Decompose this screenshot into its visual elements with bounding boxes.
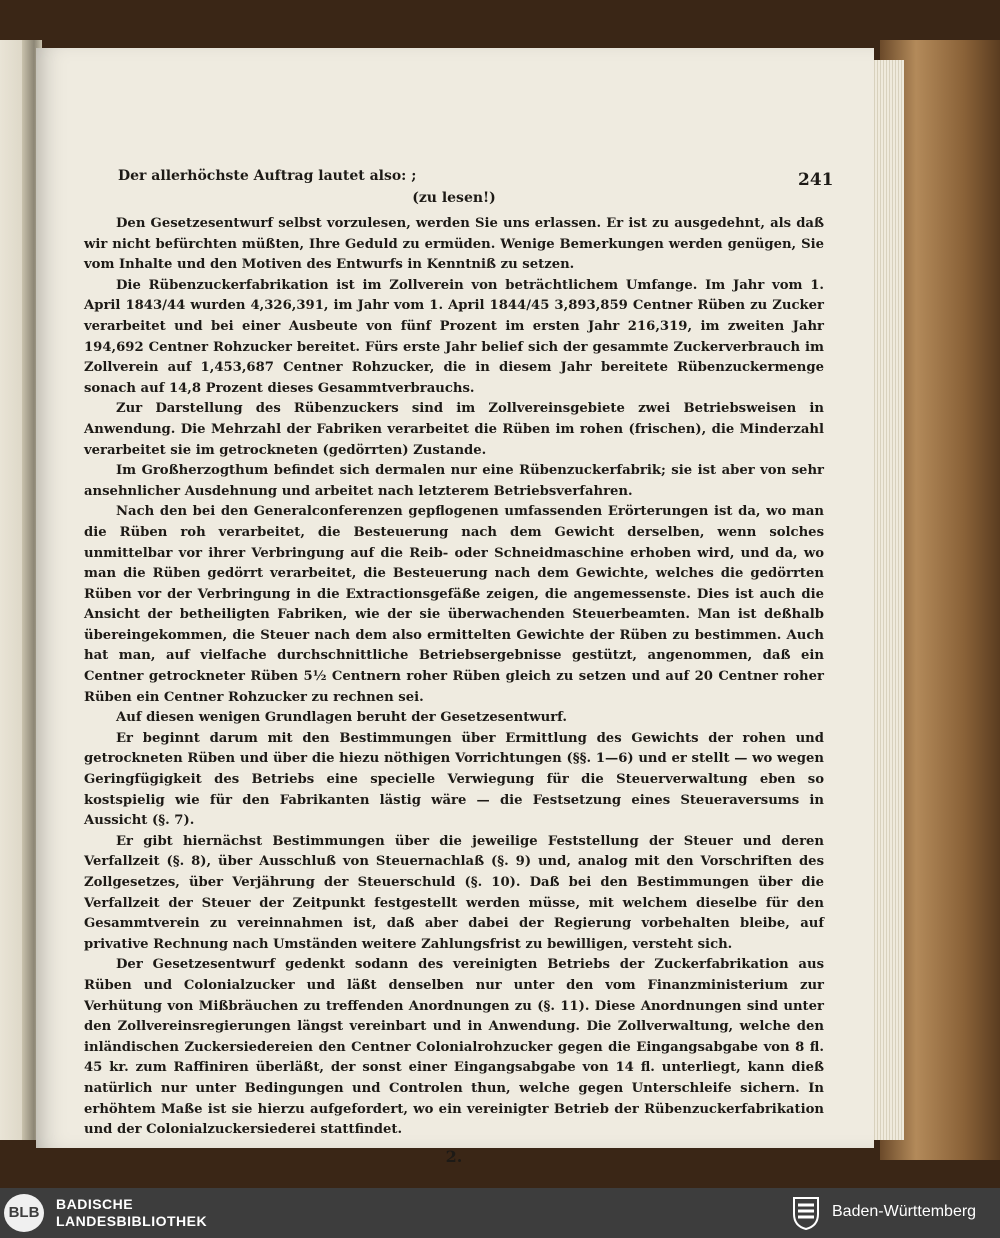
- paragraph: Die Rübenzuckerfabrikation ist im Zollverein von beträchtlichem Umfange. Im Jahr vom 1. April 1843/44 wurden 4,326,391, im Jahr vom 1. April 1844/45 3,893,859 Centner Rüben zu Zucker verarbeitet und bei einer Ausbeute von fünf Prozent im ersten Jahr 216,319, im zweiten Jahr 194,692 Centner Rohzucker bereitet. Fürs erste Jahr belief sich der gesammte Zuckerverbrauch im Zollverein auf 1,453,687 Centner Rohzucker, die in diesem Jahr bereitete Rübenzuckermenge sonach auf 14,8 Prozent dieses Gesammtverbrauchs.: [84, 277, 824, 396]
- page-number: 241: [798, 170, 834, 190]
- section-marker: 2.: [445, 1146, 463, 1166]
- book-page: [36, 48, 874, 1166]
- paragraph: Zur Darstellung des Rübenzuckers sind im Zollvereinsgebiete zwei Betriebsweisen in Anwendung. Die Mehrzahl der Fabriken verarbeitet die Rüben im rohen (frischen), die Minderzahl verarbeitet sie im getrockneten (gedörrten) Zustande.: [84, 401, 824, 458]
- reading-instruction: (zu lesen!): [412, 190, 496, 206]
- intro-line: Der allerhöchste Auftrag lautet also: ;: [118, 168, 417, 184]
- bw-coat-of-arms-icon: [790, 1196, 822, 1230]
- paragraph: Der Gesetzesentwurf gedenkt sodann des vereinigten Betriebs der Zuckerfabrikation aus Rüben und Colonialzucker und läßt denselben nur unter den vom Finanzministerium zur Verhütung von Mißbräuchen zu treffenden Anordnungen zu (§. 11). Diese Anordnungen sind unter den Zollvereinsregierungen längst vereinbart und in Anwendung. Die Zollverwaltung, welche den inländischen Zuckersiedereien den Centner Colonialrohzucker gegen die Eingangsabgabe von 8 fl. 45 kr. zum Raffiniren überläßt, der sonst einer Eingangsabgabe von 14 fl. unterliegt, kann dieß natürlich nur unter Bedingungen und Controlen thun, welche gegen Unterschleife sichern. In erhöhtem Maße ist sie hierzu aufgefordert, wo ein vereinigter Betrieb der Rübenzuckerfabrikation und der Colonialzuckersiederei stattfindet.: [84, 957, 824, 1138]
- blb-logo[interactable]: BLB: [4, 1194, 44, 1232]
- paragraph: Den Gesetzesentwurf selbst vorzulesen, werden Sie uns erlassen. Er ist zu ausgedehnt, als daß wir nicht befürchten müßten, Ihre Geduld zu ermüden. Wenige Bemerkungen werden genügen, Sie vom Inhalte und den Motiven des Entwurfs in Kenntniß zu setzen.: [84, 216, 824, 273]
- blb-name[interactable]: [56, 1196, 207, 1230]
- bw-label[interactable]: Baden-Württemberg: [832, 1203, 977, 1220]
- page-text: [84, 168, 824, 1166]
- footer-bar: [0, 1188, 1000, 1238]
- blb-name-line1: BADISCHE: [56, 1196, 134, 1212]
- paragraph: Im Großherzogthum befindet sich dermalen nur eine Rübenzuckerfabrik; sie ist aber von sehr ansehnlicher Ausdehnung und arbeitet nach letzterem Betriebsverfahren.: [84, 463, 824, 499]
- blb-name-line2: LANDESBIBLIOTHEK: [56, 1213, 208, 1229]
- paragraph: Er beginnt darum mit den Bestimmungen über Ermittlung des Gewichts der rohen und getrockneten Rüben und über die hiezu nöthigen Vorrichtungen (§§. 1—6) und er stellt — wo wegen Geringfügigkeit des Betriebs eine specielle Verwiegung für die Steuerverwaltung eben so kostspielig wie für den Fabrikanten lästig wäre — die Festsetzung eines Steueraversums in Aussicht (§. 7).: [84, 730, 824, 829]
- paragraph: Nach den bei den Generalconferenzen gepflogenen umfassenden Erörterungen ist da, wo man die Rüben roh verarbeitet, die Besteuerung nach dem Gewicht derselben, wenn solches unmittelbar vor ihrer Verbringung auf die Reib- oder Schneidmaschine erhoben wird, und da, wo man die Rüben gedörrt verarbeitet, die Besteuerung nach dem Gewichte, welches die gedörrten Rüben vor der Verbringung in die Extractionsgefäße zeigen, die angemessenste. Dies ist auch die Ansicht der betheiligten Fabriken, wie der sie überwachenden Steuerbeamten. Man ist deßhalb übereingekommen, die Steuer nach dem also ermittelten Gewichte der Rüben zu bestimmen. Auch hat man, auf vielfache durchschnittliche Betriebsergebnisse gestützt, angenommen, daß ein Centner getrockneter Rüben 5½ Centnern roher Rüben gleich zu setzen und auf 20 Centner roher Rüben ein Centner Rohzucker zu rechnen sei.: [84, 504, 824, 705]
- paragraph: Auf diesen wenigen Grundlagen beruht der Gesetzesentwurf.: [116, 710, 567, 726]
- paragraph: Er gibt hiernächst Bestimmungen über die jeweilige Feststellung der Steuer und deren Verfallzeit (§. 8), über Ausschluß von Steuernachlaß (§. 9) und, analog mit den Vorschriften des Zollgesetzes, über Verjährung der Steuerschuld (§. 10). Daß bei den Bestimmungen über die Verfallzeit der Steuer der Zeitpunkt festgestellt werden müsse, mit welchem dieselbe für den Gesammtverein zu vereinnahmen ist, daß aber dabei der Regierung vorbehalten bleibe, auf privative Rechnung nach Umständen weitere Zahlungsfrist zu bewilligen, versteht sich.: [84, 833, 824, 952]
